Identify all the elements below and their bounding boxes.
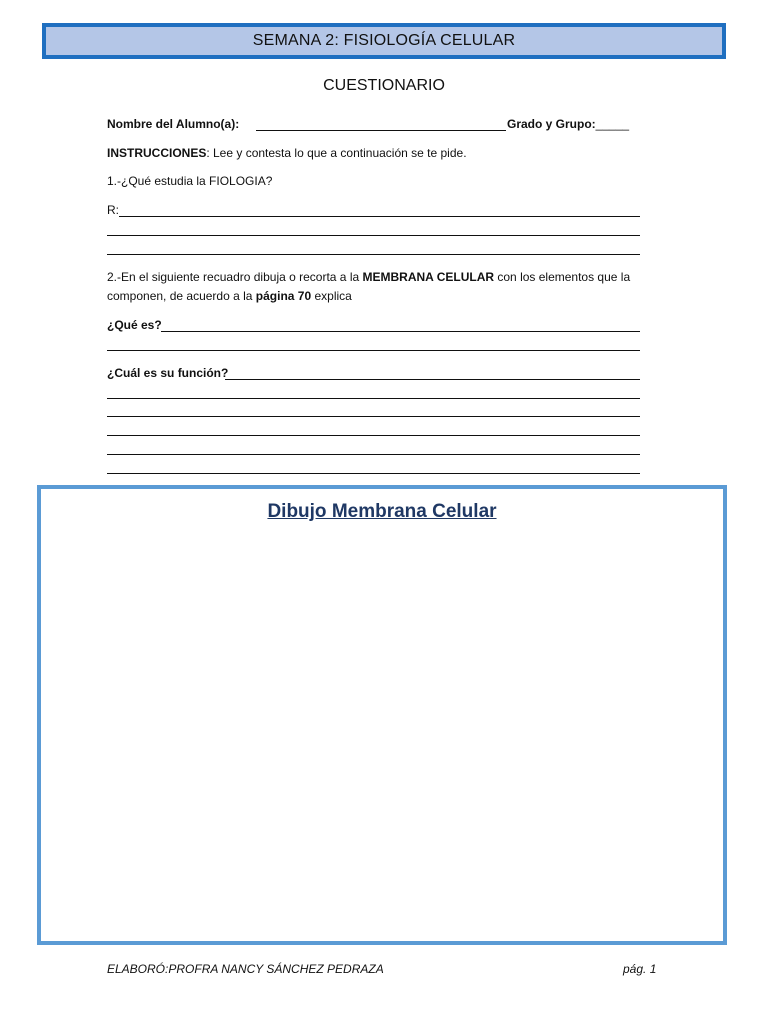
q2-bold-pagina: página 70	[255, 289, 312, 303]
instructions-text: : Lee y contesta lo que a continuación se te pide.	[206, 146, 467, 160]
instructions	[107, 146, 467, 160]
grade-group-text: Grado y Grupo:	[507, 117, 596, 131]
header-bar	[42, 23, 726, 59]
funcion-line-3[interactable]	[107, 416, 640, 417]
page-number: pág. 1	[623, 962, 657, 976]
answer-1-label: R:	[107, 203, 119, 217]
funcion-line-1[interactable]	[225, 379, 640, 380]
student-name-label: Nombre del Alumno(a):	[107, 117, 240, 131]
grade-group-blank[interactable]: _____	[595, 117, 630, 131]
q2-bold-membrana: MEMBRANA CELULAR	[362, 270, 495, 284]
que-es-line-1[interactable]	[161, 331, 640, 332]
q2-text-1: 2.-En el siguiente recuadro dibuja o recorta a la	[107, 270, 363, 284]
page-title: SEMANA 2: FISIOLOGÍA CELULAR	[252, 32, 516, 49]
answer-1-line-1[interactable]	[119, 216, 640, 217]
funcion-line-5[interactable]	[107, 454, 640, 455]
q2-text-4: explica	[311, 289, 352, 303]
subtitle: CUESTIONARIO	[323, 77, 445, 94]
funcion-line-2[interactable]	[107, 398, 640, 399]
drawing-title: Dibujo Membrana Celular	[267, 501, 497, 522]
que-es-line-2[interactable]	[107, 350, 640, 351]
answer-1-line-3[interactable]	[107, 254, 640, 255]
funcion-line-6[interactable]	[107, 473, 640, 474]
funcion-line-4[interactable]	[107, 435, 640, 436]
answer-1-line-2[interactable]	[107, 235, 640, 236]
funcion-label: ¿Cuál es su función?	[107, 366, 229, 380]
grade-group-label	[507, 117, 629, 131]
instructions-label: INSTRUCCIONES	[107, 146, 207, 160]
question-2-line-2	[107, 289, 352, 303]
question-1: 1.-¿Qué estudia la FIOLOGIA?	[107, 174, 273, 188]
footer-author: ELABORÓ:PROFRA NANCY SÁNCHEZ PEDRAZA	[107, 962, 384, 976]
q2-text-2: con los elementos que la	[494, 270, 631, 284]
q2-text-3: componen, de acuerdo a la	[107, 289, 256, 303]
drawing-box[interactable]	[37, 485, 727, 945]
question-2-line-1	[107, 270, 630, 284]
que-es-label: ¿Qué es?	[107, 318, 162, 332]
student-name-field[interactable]	[256, 130, 506, 131]
